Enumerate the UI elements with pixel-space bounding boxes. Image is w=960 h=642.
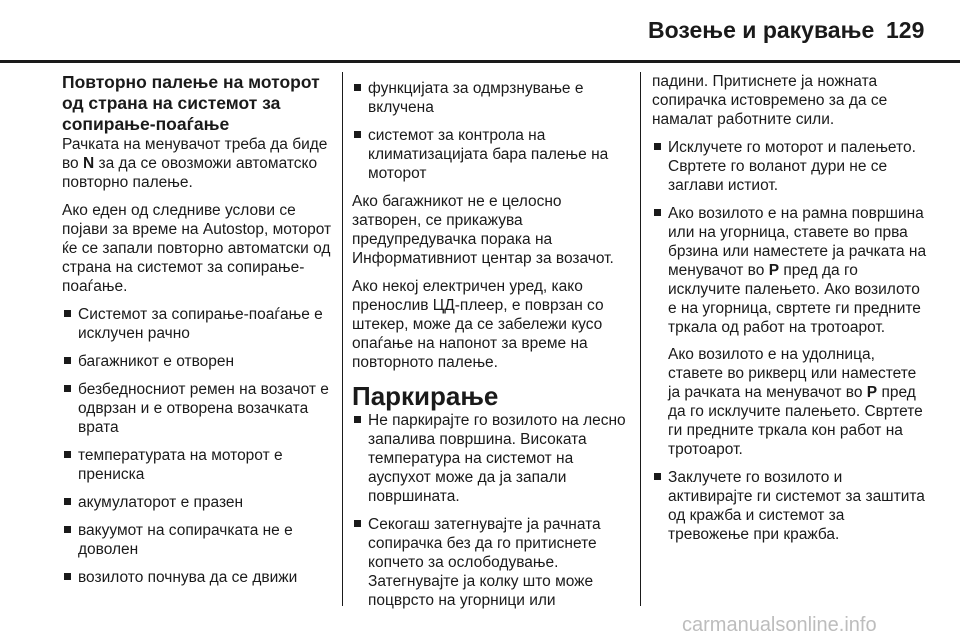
list-item: багажникот е отворен <box>62 352 334 371</box>
bullet-square-icon <box>354 520 361 527</box>
bullet-square-icon <box>64 573 71 580</box>
intro-paragraph <box>62 135 334 192</box>
list-item: Системот за сопирање-поаѓање е исклучен рачно <box>62 305 334 343</box>
bullet-square-icon <box>64 526 71 533</box>
voltage-drop-paragraph: Ако некој електричен уред, како пренослив ЦД-плеер, е поврзан со штекер, може да се забележи кусо опаѓање на напонот за време на повторното палење. <box>352 278 604 371</box>
column-divider <box>342 72 343 606</box>
list-item: возилото почнува да се движи <box>62 568 334 587</box>
trunk-warning-paragraph: Ако багажникот не е целосно затворен, се прикажува предупредувачка порака на Информативниот центар за возачот. <box>352 193 614 267</box>
bullet-square-icon <box>64 385 71 392</box>
bullet-square-icon <box>654 143 661 150</box>
header-divider <box>0 60 960 63</box>
continued-paragraph: падини. Притиснете ја ножната сопирачка истовремено за да се намалат работните сили. <box>652 73 888 128</box>
intro-text-prefix: Рачката на менувачот треба да биде во <box>62 136 328 172</box>
watermark: carmanualsonline.info <box>682 614 877 636</box>
list-item: Исклучете го моторот и палењето. Свртете го воланот дури не се заглави истиот. <box>652 138 928 195</box>
section-heading-autostart: Повторно палење на моторот од страна на системот за сопирање-поаѓање <box>62 72 320 134</box>
list-item: вакуумот на сопирачката не е доволен <box>62 521 334 559</box>
bullet-square-icon <box>64 498 71 505</box>
gear-p-symbol: P <box>768 262 780 279</box>
list-item: акумулаторот е празен <box>62 493 334 512</box>
column-middle <box>352 79 632 619</box>
bullet-square-icon <box>64 451 71 458</box>
list-item: Ако возилото е на рамна површина или на угорница, ставете во прва брзина или наместете ја рачката на менувачот во P пред да го исклучите палењето. Ако возилото е на угорница, свртете ги предните тркала од работ на тротоарот. Ако возилото е на удолница, ставете во рикверц или наместете ја рачката на менувачот во P пред да го исклучите палењето. Свртете ги предните тркала кон работ на тротоарот. <box>652 204 928 459</box>
list-item: системот за контрола на климатизацијата бара палење на моторот <box>352 126 632 183</box>
bullet-square-icon <box>354 131 361 138</box>
page-header-title: Возење и ракување <box>648 17 875 43</box>
column-left <box>62 72 334 596</box>
bullet-square-icon <box>354 416 361 423</box>
list-item: Не паркирајте го возилото на лесно запалива површина. Високата температура на системот на ауспухот може да ја запали површината. <box>352 411 632 506</box>
column-divider <box>640 72 641 606</box>
list-item: безбедносниот ремен на возачот е одврзан и е отворена возачката врата <box>62 380 334 437</box>
page-number: 129 <box>886 17 925 43</box>
list-item: функцијата за одмрзнување е вклучена <box>352 79 632 117</box>
intro-text-suffix: за да се овозможи автоматско повторно палење. <box>62 155 318 191</box>
bullet-square-icon <box>64 357 71 364</box>
gear-n-symbol: N <box>83 155 95 172</box>
bullet-square-icon <box>64 310 71 317</box>
downhill-subparagraph: Ако возилото е на удолница, ставете во рикверц или наместете ја рачката на менувачот во P пред да го исклучите палењето. Свртете ги предните тркала кон работ на тротоарот. <box>668 346 923 458</box>
conditions-paragraph: Ако еден од следниве услови се појави за време на Autostop, моторот ќе се запали повторно автоматски од страна на системот за сопирање-поаѓање. <box>62 202 332 295</box>
column-right <box>652 72 928 553</box>
section-heading-parking: Паркирање <box>352 381 499 411</box>
list-item: Секогаш затегнувајте ја рачната сопирачка без да го притиснете копчето за ослободување. Затегнувајте ја колку што може поцврсто на угорници или <box>352 515 632 610</box>
gear-p-symbol: P <box>866 384 878 401</box>
bullet-square-icon <box>654 209 661 216</box>
list-item: Заклучете го возилото и активирајте ги системот за заштита од кражба и системот за тревожење при кражба. <box>652 468 928 544</box>
bullet-square-icon <box>654 473 661 480</box>
list-item: температурата на моторот е прениска <box>62 446 334 484</box>
bullet-square-icon <box>354 84 361 91</box>
